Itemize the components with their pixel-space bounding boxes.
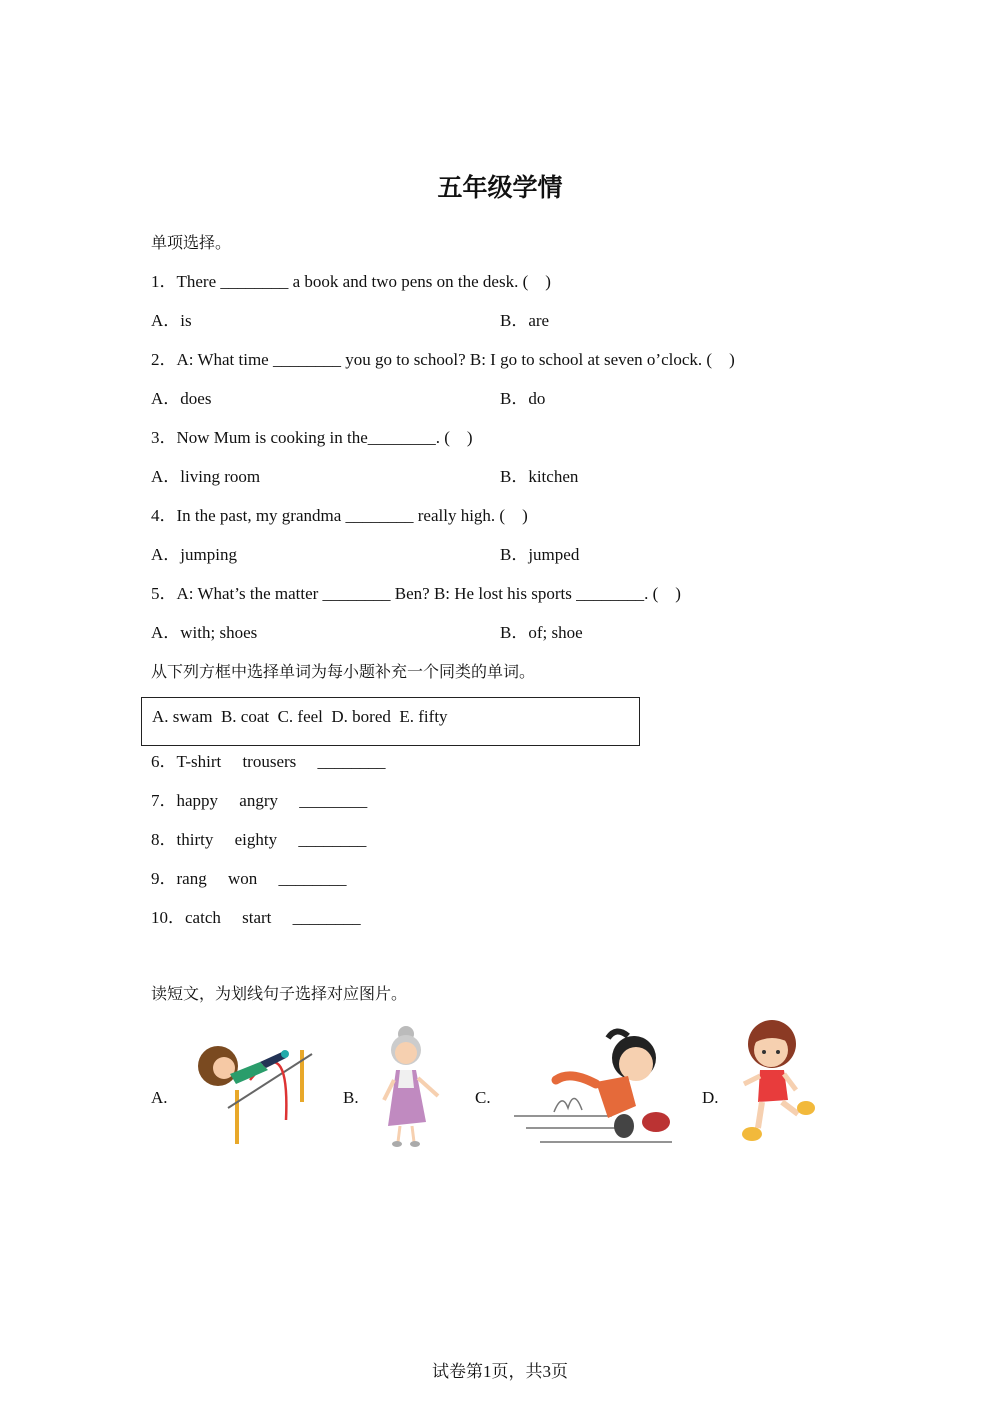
word-item: 10．catch start ________ (151, 908, 361, 927)
word-box (141, 697, 640, 746)
option-b: B．of; shoe (500, 623, 583, 642)
page-title: 五年级学情 (437, 173, 563, 202)
section1-heading: 单项选择。 (151, 233, 232, 252)
section3-heading: 读短文，为划线句子选择对应图片。 (151, 984, 408, 1003)
grandma-icon (380, 1022, 450, 1148)
section2-heading: 从下列方框中选择单词为每小题补充一个同类的单词。 (151, 662, 536, 681)
long-jump-girl-icon (512, 1022, 677, 1148)
question-stem: 5．A: What’s the matter ________ Ben? B: He lost his sports ________. ( ) (151, 584, 681, 603)
running-girl-icon (738, 1018, 818, 1148)
option-b: B．jumped (500, 545, 580, 564)
question-stem: 1．There ________ a book and two pens on the desk. ( ) (151, 272, 551, 291)
picture-label-c: C. (475, 1088, 491, 1107)
option-a: A．does (151, 389, 212, 408)
option-a: A．jumping (151, 545, 237, 564)
option-a: A．is (151, 311, 192, 330)
picture-label-a: A. (151, 1088, 168, 1107)
option-b: B．do (500, 389, 546, 408)
word-item: 7．happy angry ________ (151, 791, 368, 810)
picture-label-d: D. (702, 1088, 719, 1107)
question-stem: 2．A: What time ________ you go to school? B: I go to school at seven o’clock. ( ) (151, 350, 735, 369)
question-stem: 4．In the past, my grandma ________ really high. ( ) (151, 506, 528, 525)
question-stem: 3．Now Mum is cooking in the________. ( ) (151, 428, 473, 447)
word-item: 8．thirty eighty ________ (151, 830, 367, 849)
option-a: A．living room (151, 467, 261, 486)
word-item: 9．rang won ________ (151, 869, 347, 888)
word-box-text: A. swam B. coat C. feel D. bored E. fifty (152, 707, 448, 726)
option-b: B．are (500, 311, 550, 330)
option-a: A．with; shoes (151, 623, 258, 642)
high-jump-girl-icon (190, 1030, 315, 1148)
word-item: 6．T-shirt trousers ________ (151, 752, 386, 771)
picture-label-b: B. (343, 1088, 359, 1107)
option-b: B．kitchen (500, 467, 579, 486)
page-footer: 试卷第1页，共3页 (432, 1362, 568, 1381)
